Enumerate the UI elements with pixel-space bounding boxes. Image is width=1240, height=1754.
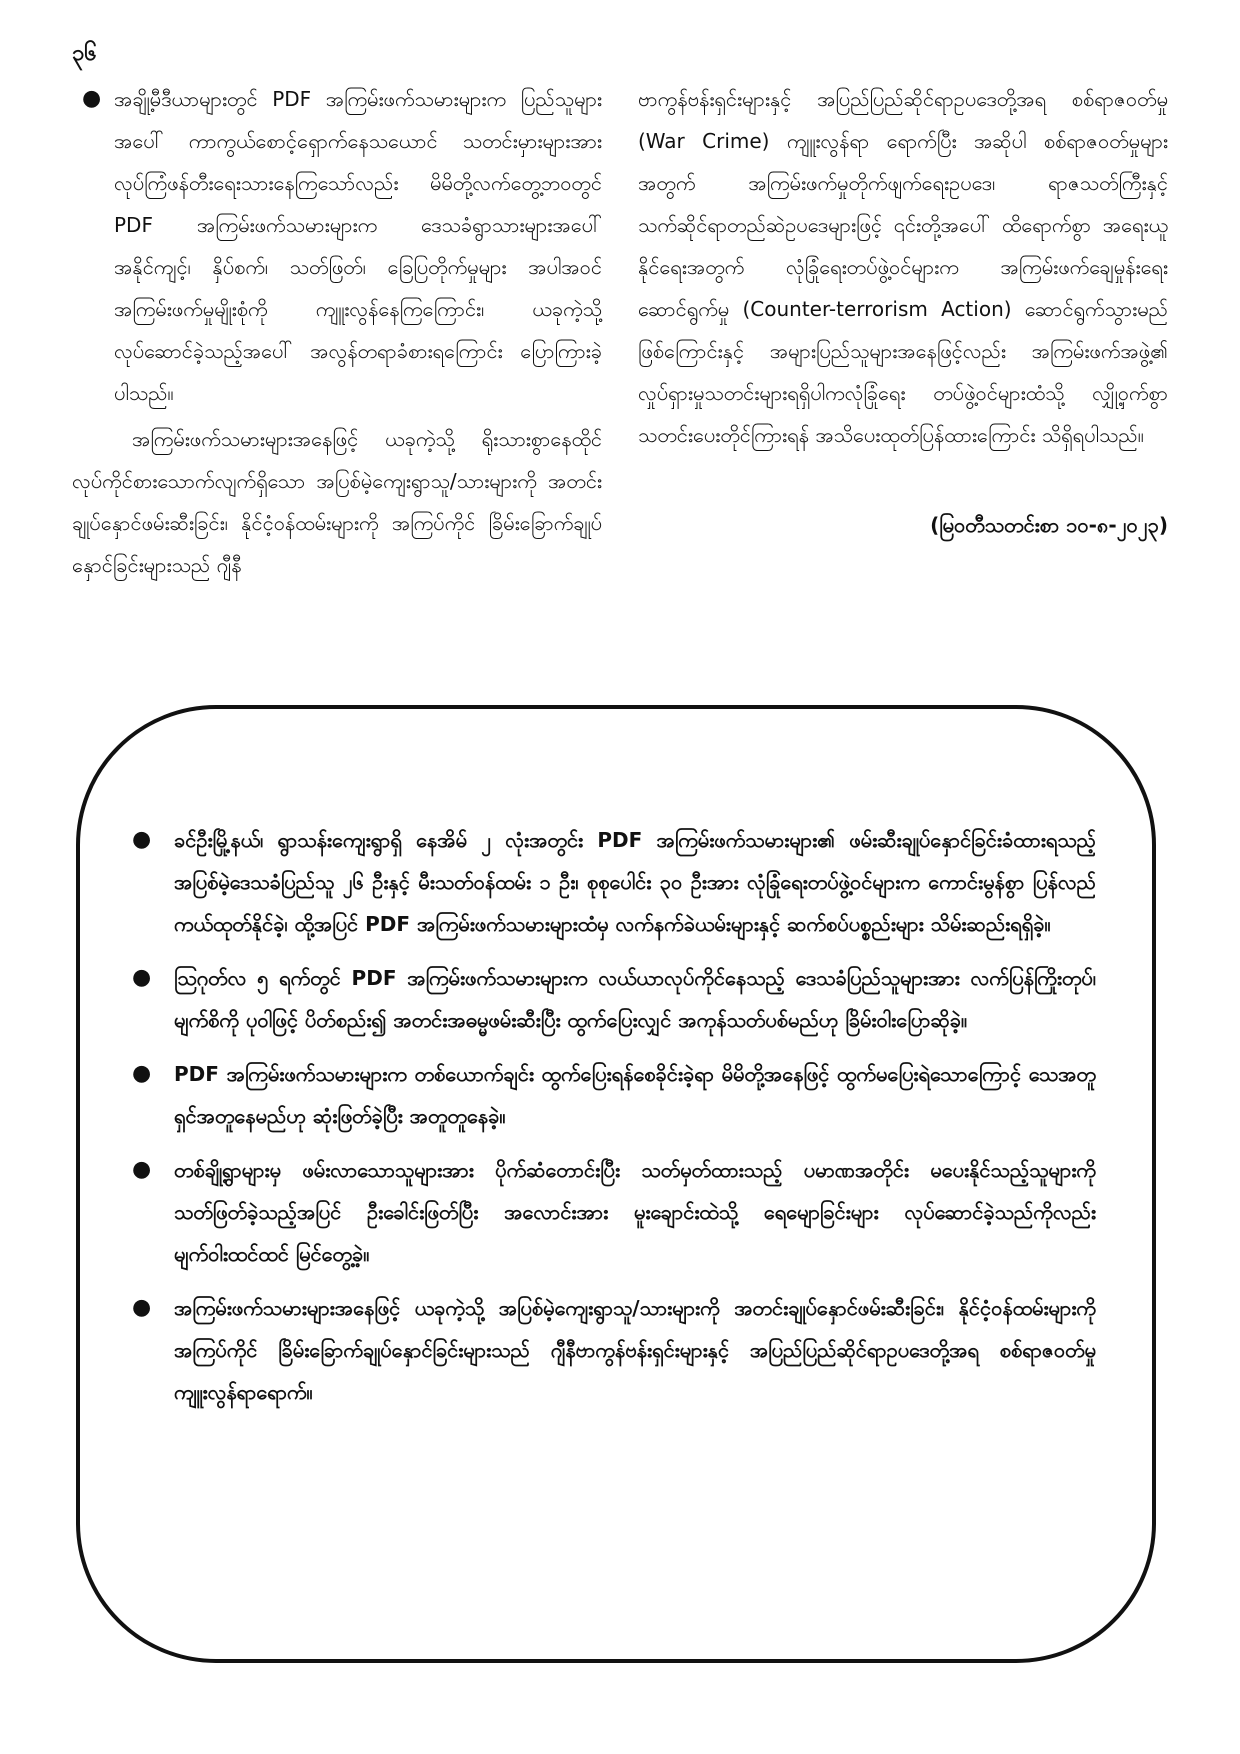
right-paragraph: ဗာကွန်ဗန်းရှင်းများနှင့် အပြည်ပြည်ဆိုင်ရာဥပဒေတို့အရ စစ်ရာဇဝတ်မှု (War Crime) ကျူးလွန်ရာ ရောက်ပြီး အဆိုပါ စစ်ရာဇဝတ်မှုများအတွက် အကြမ်းဖက်မှုတိုက်ဖျက်ရေးဥပဒေ၊ ရာဇသတ်ကြီးနှင့် သက်ဆိုင်ရာတည်ဆဲဥပဒေများဖြင့် ၎င်းတို့အပေါ် ထိရောက်စွာ အရေးယူနိုင်ရေးအတွက် လုံခြုံရေးတပ်ဖွဲ့ဝင်များက အကြမ်းဖက်ချေမှုန်းရေး ဆောင်ရွက်မှု (Counter-terrorism Action) ဆောင်ရွက်သွားမည်ဖြစ်ကြောင်းနှင့် အများပြည်သူများအနေဖြင့်လည်း အကြမ်းဖက်အဖွဲ့၏ လှုပ်ရှားမှုသတင်းများရရှိပါကလုံခြုံရေး တပ်ဖွဲ့ဝင်များထံသို့ လျှို့ဝှက်စွာ သတင်းပေးတိုင်ကြားရန် အသိပေးထုတ်ပြန်ထားကြောင်း သိရှိရပါသည်။ (638, 87, 1168, 447)
bullet-icon: ● (132, 1295, 152, 1320)
page-number: ၃၆ (72, 41, 97, 66)
list-item (132, 957, 1096, 1041)
source-citation: (မြဝတီသတင်းစာ ၁၀-၈-၂၀၂၃) (930, 513, 1168, 537)
list-item (132, 1053, 1096, 1137)
right-column (638, 78, 1168, 586)
summary-list (132, 819, 1096, 1425)
list-item-text: ဩဂုတ်လ ၅ ရက်တွင် PDF အကြမ်းဖက်သမားများက လယ်ယာလုပ်ကိုင်နေသည့် ဒေသခံပြည်သူများအား လက်ပြန်ကြိုးတုပ်၊ မျက်စိကို ပုဝါဖြင့် ပိတ်စည်း၍ အတင်းအဓမ္မဖမ်းဆီးပြီး ထွက်ပြေးလျှင် အကုန်သတ်ပစ်မည်ဟု ခြိမ်းဝါးပြောဆိုခဲ့။ (174, 966, 1096, 1032)
list-item-text: ခင်ဦးမြို့နယ်၊ ရွာသန်းကျေးရွာရှိ နေအိမ် ၂ လုံးအတွင်း PDF အကြမ်းဖက်သမားများ၏ ဖမ်းဆီးချုပ်နှောင်ခြင်းခံထားရသည့် အပြစ်မဲ့ဒေသခံပြည်သူ ၂၆ ဦးနှင့် မီးသတ်ဝန်ထမ်း ၁ ဦး၊ စုစုပေါင်း ၃၀ ဦးအား လုံခြုံရေးတပ်ဖွဲ့ဝင်များက ကောင်းမွန်စွာ ပြန်လည်ကယ်ထုတ်နိုင်ခဲ့၊ ထို့အပြင် PDF အကြမ်းဖက်သမားများထံမှ လက်နက်ခဲယမ်းများနှင့် ဆက်စပ်ပစ္စည်းများ သိမ်းဆည်းရရှိခဲ့။ (174, 828, 1096, 936)
bullet-icon: ● (132, 965, 152, 990)
list-item (132, 1287, 1096, 1413)
left-indented-paragraph: အကြမ်းဖက်သမားများအနေဖြင့် ယခုကဲ့သို့ ရိုးသားစွာနေထိုင်လုပ်ကိုင်စားသောက်လျက်ရှိသော အပြစ်မဲ့ကျေးရွာသူ/သားများကို အတင်းချုပ်နှောင်ဖမ်းဆီးခြင်း၊ နိုင်ငံ့ဝန်ထမ်းများကို အကြပ်ကိုင် ခြိမ်းခြောက်ချုပ်နှောင်ခြင်းများသည် ဂျီနီ (72, 427, 602, 577)
summary-box (76, 705, 1156, 1663)
bullet-icon: ● (132, 1061, 152, 1086)
list-item (132, 819, 1096, 945)
bullet-icon: ● (82, 86, 102, 111)
list-item (132, 1149, 1096, 1275)
left-bullet-paragraph (72, 78, 602, 414)
bullet-icon: ● (132, 1157, 152, 1182)
list-item-text: PDF အကြမ်းဖက်သမားများက တစ်ယောက်ချင်း ထွက်ပြေးရန်စေခိုင်းခဲ့ရာ မိမိတို့အနေဖြင့် ထွက်မပြေးရဲသောကြောင့် သေအတူရှင်အတူနေမည်ဟု ဆုံးဖြတ်ခဲ့ပြီး အတူတူနေခဲ့။ (174, 1062, 1096, 1128)
list-item-text: တစ်ချို့ရွာများမှ ဖမ်းလာသောသူများအား ပိုက်ဆံတောင်းပြီး သတ်မှတ်ထားသည့် ပမာဏအတိုင်း မပေးနိုင်သည့်သူများကို သတ်ဖြတ်ခဲ့သည့်အပြင် ဦးခေါင်းဖြတ်ပြီး အလောင်းအား မူးချောင်းထဲသို့ ရေမျောခြင်းများ လုပ်ဆောင်ခဲ့သည်ကိုလည်း မျက်ဝါးထင်ထင် မြင်တွေ့ခဲ့။ (174, 1158, 1096, 1266)
two-column-article (72, 78, 1168, 586)
bullet-icon: ● (132, 827, 152, 852)
left-bullet-text: အချို့မီဒီယာများတွင် PDF အကြမ်းဖက်သမားများက ပြည်သူများအပေါ် ကာကွယ်စောင့်ရှောက်နေသယောင် သတင်းမှားများအား လုပ်ကြံဖန်တီးရေးသားနေကြသော်လည်း မိမိတို့လက်တွေ့ဘဝတွင် PDF အကြမ်းဖက်သမားများက ဒေသခံရွာသားများအပေါ် အနိုင်ကျင့်၊ နှိပ်စက်၊ သတ်ဖြတ်၊ ခြေပြတိုက်မှုများ အပါအဝင် အကြမ်းဖက်မှုမျိုးစုံကို ကျူးလွန်နေကြကြောင်း၊ ယခုကဲ့သို့ လုပ်ဆောင်ခဲ့သည့်အပေါ် အလွန်တရာခံစားရကြောင်း ပြောကြားခဲ့ပါသည်။ (114, 87, 602, 405)
left-column (72, 78, 602, 586)
list-item-text: အကြမ်းဖက်သမားများအနေဖြင့် ယခုကဲ့သို့ အပြစ်မဲ့ကျေးရွာသူ/သားများကို အတင်းချုပ်နှောင်ဖမ်းဆီးခြင်း၊ နိုင်ငံ့ဝန်ထမ်းများကို အကြပ်ကိုင် ခြိမ်းခြောက်ချုပ်နှောင်ခြင်းများသည် ဂျီနီဗာကွန်ဗန်းရှင်းများနှင့် အပြည်ပြည်ဆိုင်ရာဥပဒေတို့အရ စစ်ရာဇဝတ်မှု ကျူးလွန်ရာရောက်။ (174, 1296, 1096, 1404)
